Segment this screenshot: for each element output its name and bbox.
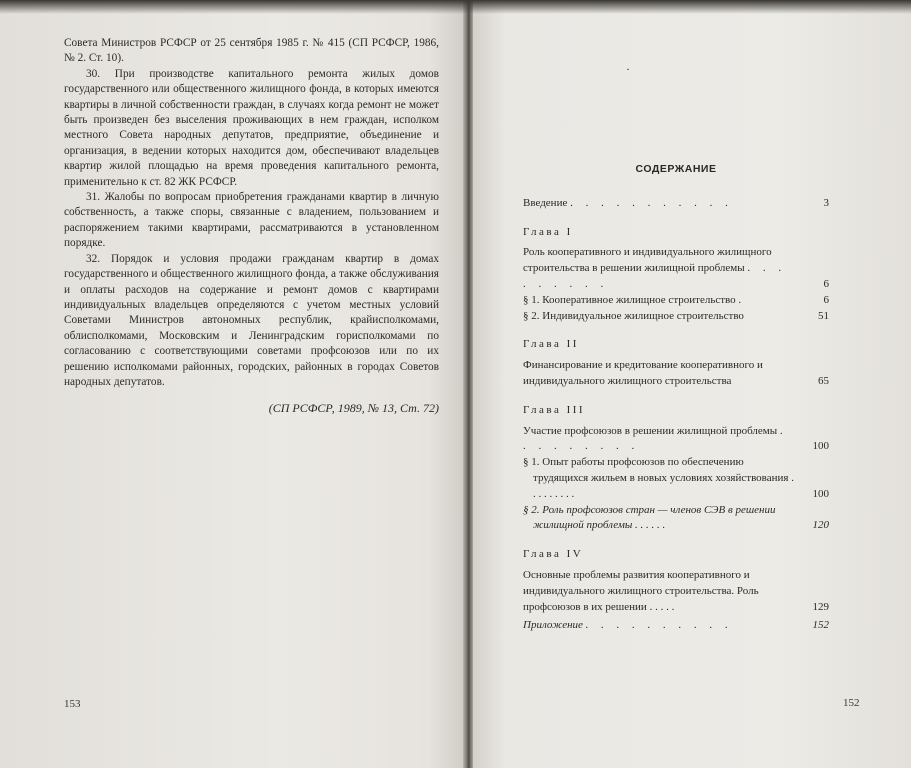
toc-label: § 2. Роль профсоюзов стран — членов СЭВ в решении жилищной проблемы . . . . . . — [523, 503, 776, 532]
toc-leader: . . . . . . . . . — [523, 262, 787, 290]
paragraph: Совета Министров РСФСР от 25 сентября 1985 г. № 415 (СП РСФСР, 1986, № 2. Ст. 10). — [64, 37, 439, 65]
toc-page: 6 — [823, 293, 829, 306]
toc-entry — [523, 568, 829, 615]
paragraph: 31. Жалобы по вопросам приобретения гражданами квартир в личную собственность, а также споры, связанные с владением, пользованием и распоряжением такими квартирами, рассматриваются в установленном порядке. — [64, 191, 439, 250]
toc-page: 152 — [812, 619, 829, 632]
toc-label: § 2. Индивидуальное жилищное строительство — [523, 309, 744, 322]
toc-page: 3 — [823, 196, 829, 209]
paragraph: 30. При производстве капитального ремонта жилых домов государственного или общественного жилищного фонда, в которых имеются квартиры в личной собственности граждан, в случаях когда ремонт не может быть произведен без выселения проживающих в нем граждан, исполком местного Совета народных депутатов, предприятие, объединение и организация, в ведении которых находится дом, обеспечивают владельцев квартир жилой площадью на время проведения капитального ремонта, применительно к ст. 82 ЖК РСФСР. — [64, 67, 439, 188]
left-page-text — [64, 36, 439, 417]
chapter-heading: Глава III — [523, 403, 586, 416]
toc-section — [523, 503, 829, 535]
contents-title: СОДЕРЖАНИЕ — [635, 163, 717, 175]
toc-page: 129 — [812, 600, 829, 613]
toc-leader: . . . . . . . . . — [523, 424, 788, 453]
toc-label: Приложение — [523, 619, 583, 632]
toc-section — [523, 293, 829, 309]
chapter-heading: Глава II — [523, 338, 579, 351]
page-number-left: 153 — [64, 698, 81, 710]
print-mark: · — [626, 62, 630, 76]
table-of-contents — [523, 162, 829, 634]
toc-page: 100 — [812, 440, 829, 453]
toc-page: 120 — [812, 519, 829, 532]
chapter-heading: Глава IV — [523, 548, 584, 561]
toc-entry — [523, 358, 829, 390]
toc-leader: . . . . . . . . . . — [585, 619, 733, 632]
source-citation: (СП РСФСР, 1989, № 13, Ст. 72) — [268, 401, 439, 416]
page-number-right: 152 — [843, 697, 860, 709]
toc-label: § 1. Опыт работы профсоюзов по обеспечению трудящихся жильем в новых условиях хозяйствования . . . . . . . . . — [523, 456, 794, 500]
toc-label: Участие профсоюзов в решении жилищной проблемы — [523, 424, 778, 437]
toc-section — [523, 455, 829, 502]
toc-page: 6 — [823, 277, 829, 290]
toc-entry — [523, 424, 829, 456]
chapter-heading: Глава I — [523, 225, 573, 238]
toc-label: Роль кооперативного и индивидуального жилищного строительства в решении жилищной проблемы — [523, 246, 772, 275]
toc-entry-appendix — [523, 618, 829, 634]
paragraph: 32. Порядок и условия продажи гражданам квартир в домах государственного и общественного жилищного фонда, а также обслуживания и оплаты расходов на содержание и ремонт домов с квартирами индивидуальных владельцев определяются с учетом местных условий Советами Министров автономных республик, крайисполкомами, облисполкомами, Московским и Ленинградским горисполкомами по согласованию с соответствующими советами профсоюзов или по их решению исполкомами районных, городских, районных в городах Советов народных депутатов. — [64, 252, 439, 388]
toc-leader: . . . . . . . . . . . — [570, 196, 733, 209]
toc-label: Введение — [523, 196, 568, 209]
toc-entry — [523, 245, 829, 292]
top-shadow — [0, 0, 911, 14]
book-gutter — [463, 0, 473, 768]
toc-label: Основные проблемы развития кооперативного и индивидуального жилищного строительства. Роль профсоюзов в их решении . . . . . — [523, 568, 759, 613]
toc-page: 51 — [818, 309, 829, 322]
toc-section — [523, 309, 829, 325]
toc-page: 65 — [818, 374, 829, 387]
toc-label: Финансирование и кредитование кооперативного и индивидуального жилищного строительства — [523, 359, 763, 387]
toc-page: 100 — [812, 487, 829, 500]
toc-label: § 1. Кооперативное жилищное строительство . — [523, 293, 742, 306]
toc-entry-intro — [523, 196, 829, 212]
